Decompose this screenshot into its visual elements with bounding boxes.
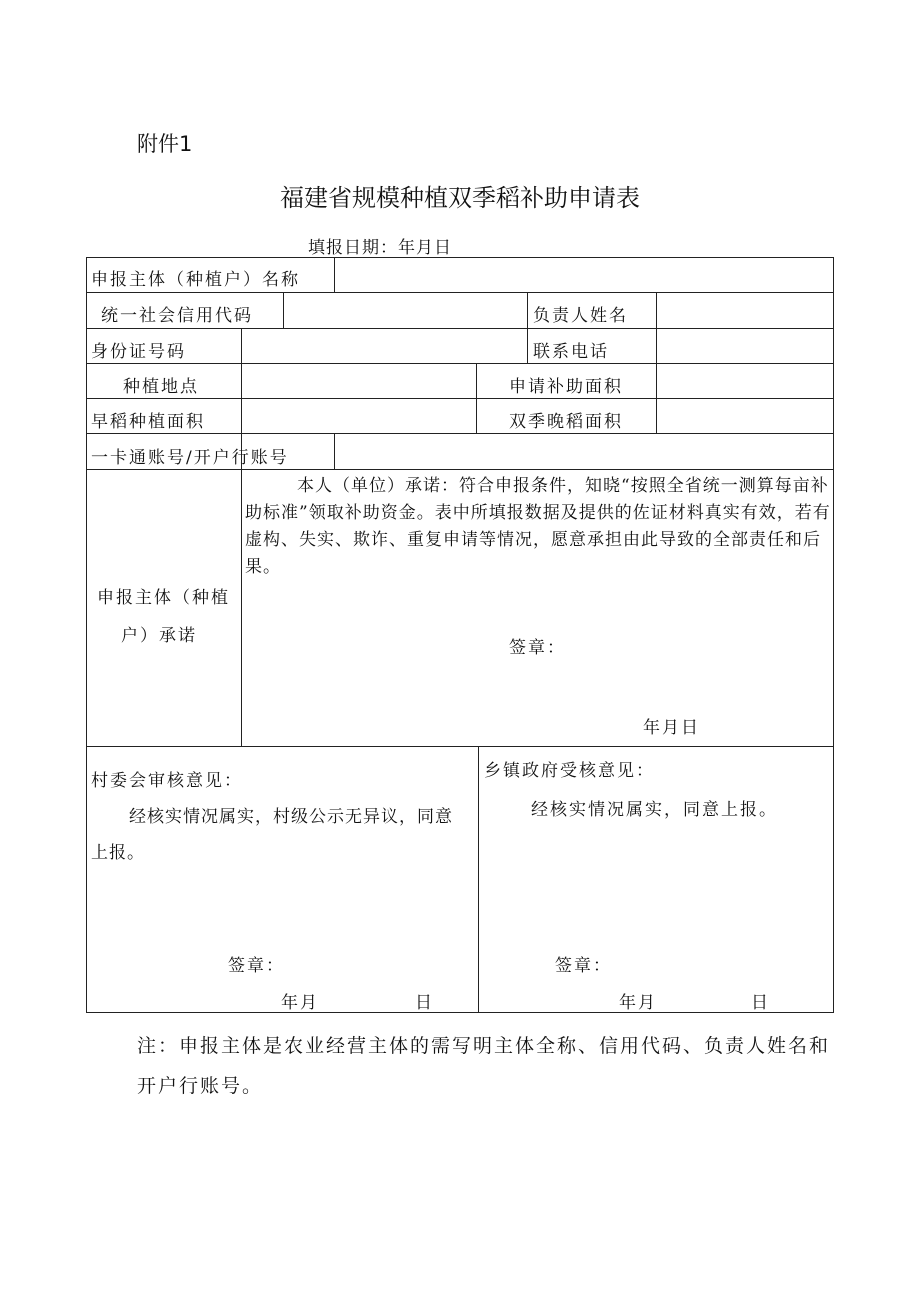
- id-number-field[interactable]: [245, 332, 523, 362]
- town-seal-label: 签章：: [555, 956, 612, 976]
- application-form: [86, 257, 834, 1013]
- pledge-seal-label: 签章：: [509, 638, 566, 658]
- row-divider: [87, 746, 833, 747]
- pledge-label-line2: 户）承诺: [121, 626, 197, 646]
- town-date-ym: 年月: [619, 993, 657, 1013]
- attachment-label: 附件1: [137, 132, 193, 156]
- responsible-name-label: 负责人姓名: [533, 306, 628, 326]
- col-divider: [656, 292, 657, 433]
- col-divider: [241, 469, 242, 746]
- pledge-label-line1: 申报主体（种植: [97, 588, 230, 608]
- id-number-label: 身份证号码: [91, 342, 186, 362]
- account-field[interactable]: [339, 437, 829, 467]
- account-label: 一卡通账号/开户行账号: [91, 448, 289, 468]
- village-date-d: 日: [415, 993, 434, 1013]
- late-rice-area-field[interactable]: [661, 402, 829, 432]
- location-label: 种植地点: [123, 377, 199, 397]
- row-divider: [87, 328, 833, 329]
- subsidy-area-field[interactable]: [661, 367, 829, 397]
- late-rice-area-label: 双季晚稻面积: [509, 412, 623, 432]
- col-divider: [527, 292, 528, 328]
- phone-field[interactable]: [661, 332, 829, 362]
- row-divider: [87, 469, 833, 470]
- town-date-d: 日: [751, 993, 770, 1013]
- footer-note: 注：申报主体是农业经营主体的需写明主体全称、信用代码、负责人姓名和开户行账号。: [137, 1035, 831, 1097]
- responsible-name-field[interactable]: [661, 296, 829, 326]
- credit-code-field[interactable]: [287, 296, 523, 326]
- subsidy-area-label: 申请补助面积: [509, 377, 623, 397]
- phone-label: 联系电话: [533, 342, 609, 362]
- row-divider: [87, 398, 833, 399]
- applicant-name-field[interactable]: [339, 260, 829, 290]
- village-review-title: 村委会审核意见：: [91, 771, 243, 791]
- pledge-text: 本人（单位）承诺：符合申报条件，知晓“按照全省统一测算每亩补助标准”领取补助资金。表中所填报数据及提供的佐证材料真实有效，若有虚构、失实、欺诈、重复申请等情况，愿意承担由此导致的全部责任和后果。: [245, 476, 831, 577]
- col-divider: [527, 328, 528, 363]
- row-divider: [87, 433, 833, 434]
- row-divider: [87, 363, 833, 364]
- fill-date: 填报日期：年月日: [308, 238, 452, 258]
- town-opinion: 经核实情况属实，同意上报。: [531, 800, 778, 820]
- town-review-title: 乡镇政府受核意见：: [484, 761, 655, 781]
- col-divider: [334, 433, 335, 469]
- col-divider: [283, 292, 284, 328]
- col-divider: [478, 746, 479, 1012]
- village-seal-label: 签章：: [228, 956, 285, 976]
- form-title: 福建省规模种植双季稻补助申请表: [280, 184, 640, 212]
- credit-code-label: 统一社会信用代码: [101, 306, 253, 326]
- applicant-name-label: 申报主体（种植户）名称: [91, 270, 300, 290]
- early-rice-area-label: 早稻种植面积: [91, 412, 205, 432]
- row-divider: [87, 292, 833, 293]
- early-rice-area-field[interactable]: [245, 402, 473, 432]
- village-opinion: 经核实情况属实，村级公示无异议，同意上报。: [91, 807, 453, 863]
- village-date-ym: 年月: [281, 993, 319, 1013]
- location-field[interactable]: [245, 367, 473, 397]
- pledge-date: 年月日: [643, 718, 700, 738]
- col-divider: [334, 258, 335, 292]
- col-divider: [476, 363, 477, 433]
